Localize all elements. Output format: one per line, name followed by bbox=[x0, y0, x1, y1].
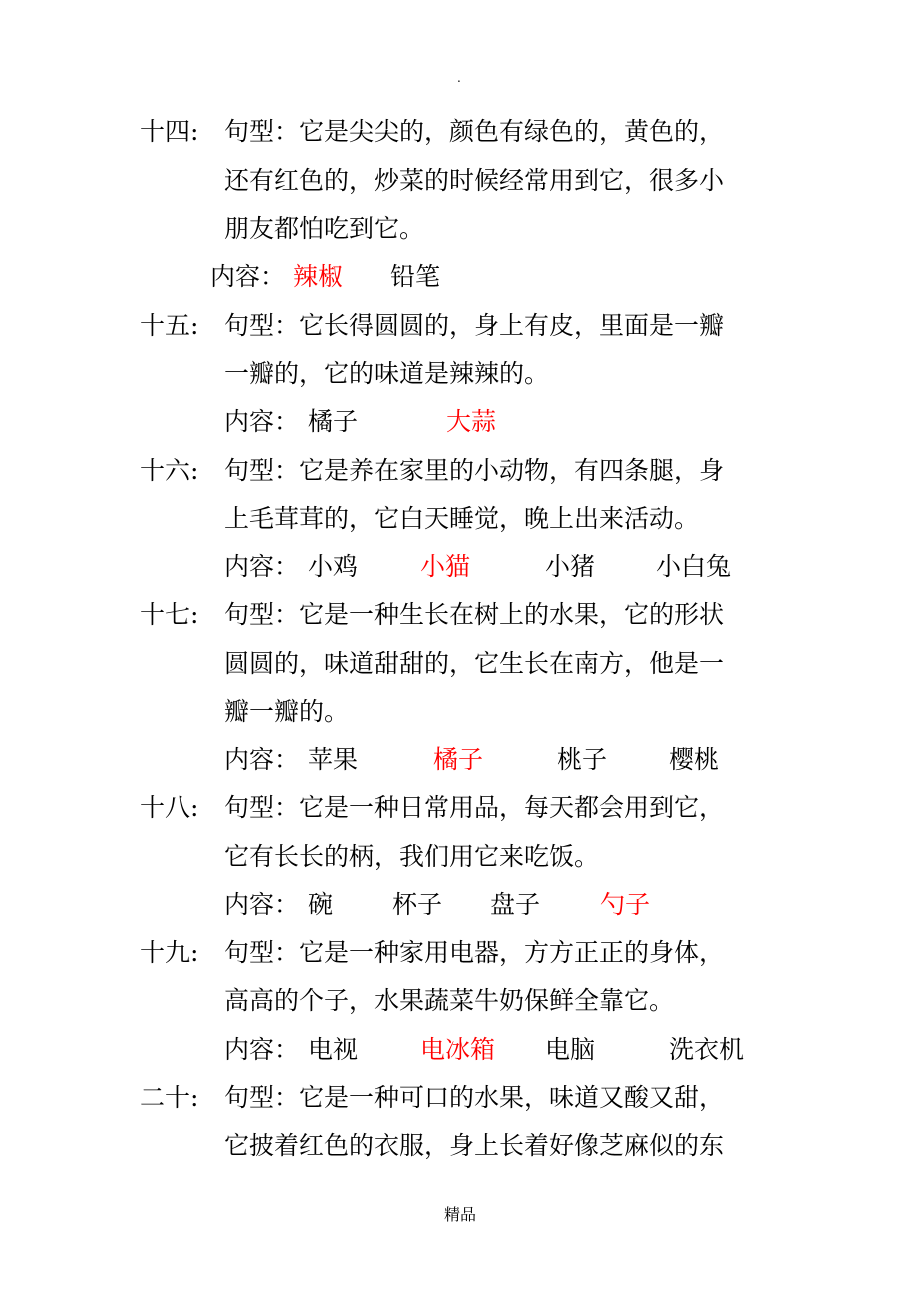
question-number: 十九: bbox=[140, 938, 199, 967]
question-number: 二十: bbox=[140, 1083, 199, 1112]
question-text: 一瓣的，它的味道是辣辣的。 bbox=[224, 359, 550, 388]
header-mark: . bbox=[457, 71, 461, 85]
option: 小猪 bbox=[545, 552, 596, 581]
option: 小白兔 bbox=[656, 552, 732, 581]
content-label: 内容： bbox=[224, 552, 300, 581]
question-number: 十五: bbox=[140, 311, 199, 340]
option-answer: 橘子 bbox=[433, 745, 484, 774]
question-text: 朋友都怕吃到它。 bbox=[224, 214, 425, 243]
question-text: 圆圆的，味道甜甜的，它生长在南方，他是一 bbox=[224, 649, 725, 678]
option: 盘子 bbox=[490, 890, 541, 919]
option: 碗 bbox=[308, 890, 334, 919]
question-text: 句型：它是一种生长在树上的水果，它的形状 bbox=[224, 600, 725, 629]
question-text: 句型：它是一种家用电器，方方正正的身体， bbox=[224, 938, 725, 967]
option: 杯子 bbox=[392, 890, 443, 919]
option: 电视 bbox=[308, 1035, 359, 1064]
option-answer: 大蒜 bbox=[446, 407, 497, 436]
option: 苹果 bbox=[308, 745, 359, 774]
content-label: 内容： bbox=[224, 890, 300, 919]
question-text: 上毛茸茸的，它白天睡觉，晚上出来活动。 bbox=[224, 504, 700, 533]
option-answer: 小猫 bbox=[420, 552, 471, 581]
question-text: 句型：它是一种可口的水果，味道又酸又甜， bbox=[224, 1083, 725, 1112]
page-footer: 精品 bbox=[443, 1205, 476, 1224]
question-text: 句型：它是养在家里的小动物，有四条腿，身 bbox=[224, 456, 725, 485]
question-text: 瓣一瓣的。 bbox=[224, 697, 350, 726]
question-number: 十七: bbox=[140, 600, 199, 629]
question-number: 十六: bbox=[140, 456, 199, 485]
question-text: 还有红色的，炒菜的时候经常用到它，很多小 bbox=[224, 166, 725, 195]
option: 铅笔 bbox=[390, 262, 441, 291]
question-text: 句型：它是尖尖的，颜色有绿色的，黄色的， bbox=[224, 117, 725, 146]
content-label: 内容： bbox=[224, 745, 300, 774]
option: 樱桃 bbox=[669, 745, 720, 774]
question-text: 高高的个子，水果蔬菜牛奶保鲜全靠它。 bbox=[224, 986, 675, 1015]
question-number: 十四: bbox=[140, 117, 199, 146]
option: 橘子 bbox=[308, 407, 359, 436]
content-label: 内容： bbox=[224, 407, 300, 436]
option-answer: 辣椒 bbox=[293, 262, 344, 291]
option-answer: 电冰箱 bbox=[420, 1035, 496, 1064]
question-text: 句型：它是一种日常用品，每天都会用到它， bbox=[224, 793, 725, 822]
content-label: 内容： bbox=[210, 262, 286, 291]
question-text: 它有长长的柄，我们用它来吃饭。 bbox=[224, 842, 600, 871]
option-answer: 勺子 bbox=[600, 890, 651, 919]
option: 小鸡 bbox=[308, 552, 359, 581]
option: 电脑 bbox=[545, 1035, 596, 1064]
question-number: 十八: bbox=[140, 793, 199, 822]
question-text: 它披着红色的衣服，身上长着好像芝麻似的东 bbox=[224, 1131, 725, 1160]
question-text: 句型：它长得圆圆的，身上有皮，里面是一瓣 bbox=[224, 311, 725, 340]
option: 桃子 bbox=[557, 745, 608, 774]
option: 洗衣机 bbox=[669, 1035, 745, 1064]
content-label: 内容： bbox=[224, 1035, 300, 1064]
